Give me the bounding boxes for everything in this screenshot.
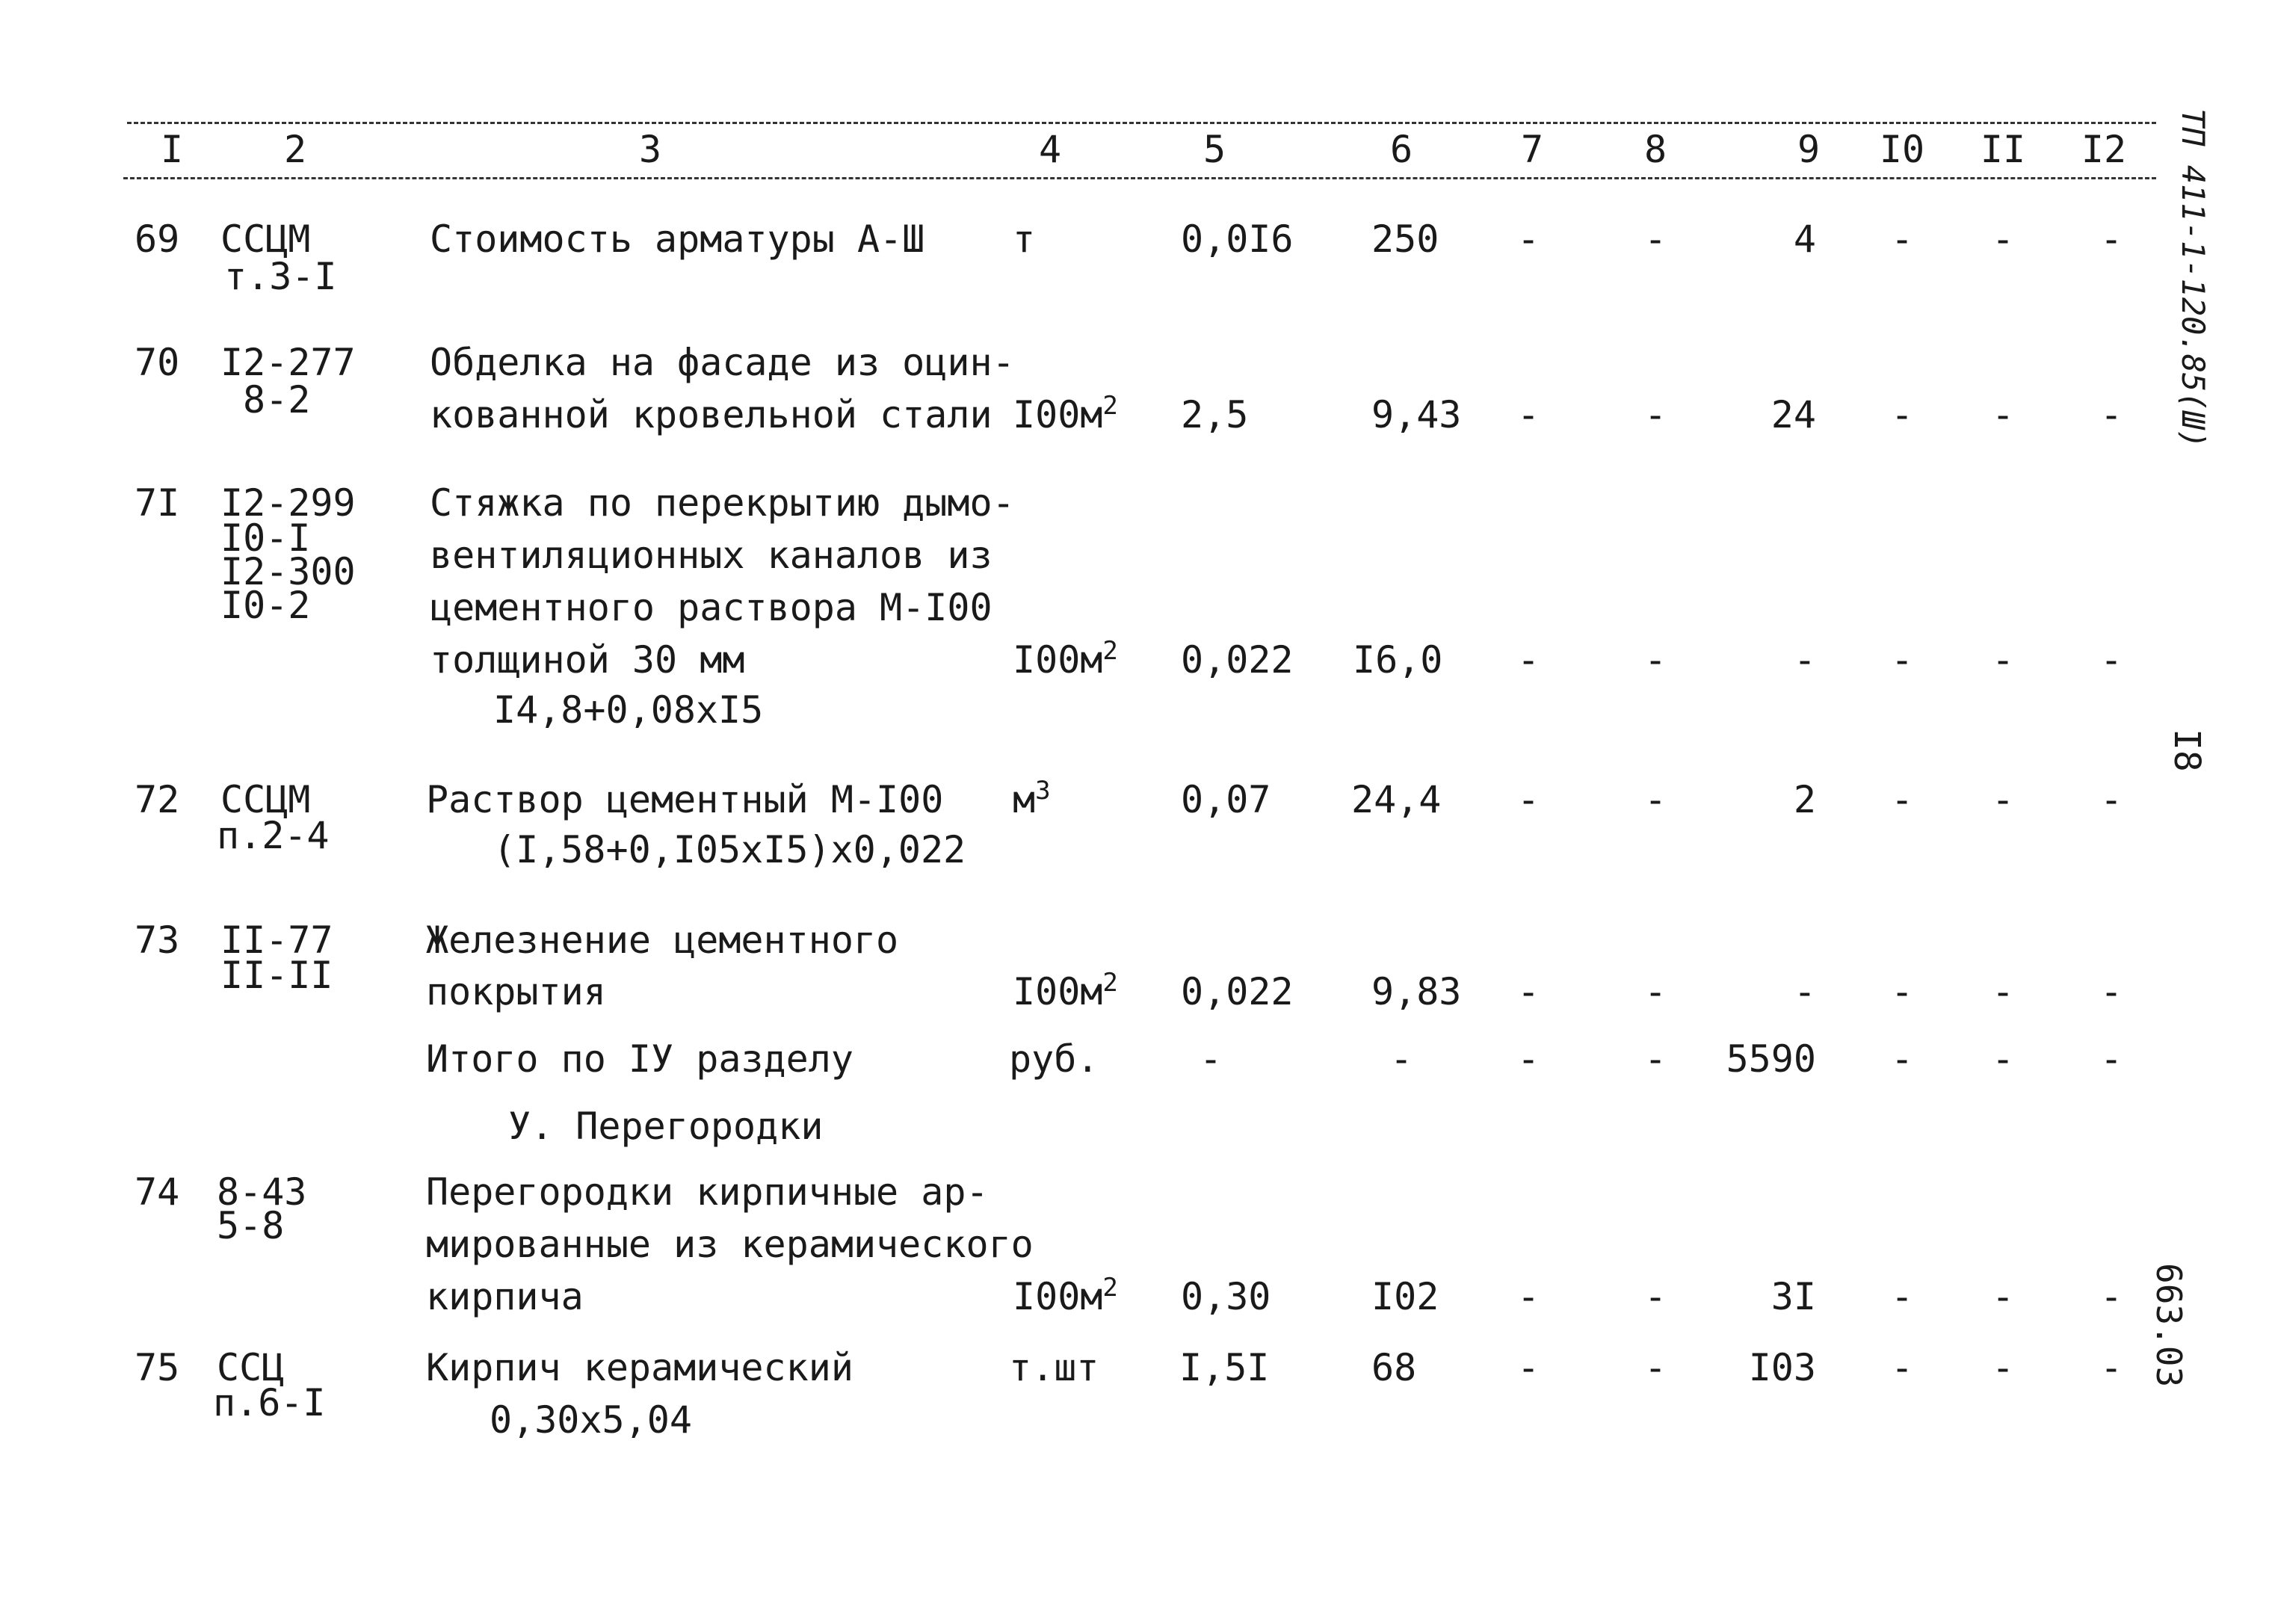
col-12-value: - <box>2099 778 2123 821</box>
col-11-value: - <box>1991 393 2015 436</box>
col-10-value: - <box>1890 638 1914 682</box>
unit-cost: I6,0 <box>1353 638 1443 682</box>
total-cost: 24 <box>1771 393 1816 436</box>
unit-text: I00м <box>1013 393 1103 436</box>
row-number: 69 <box>135 217 180 261</box>
col-12-value: - <box>2099 1037 2123 1081</box>
norm-code: I0-2 <box>220 584 311 627</box>
norm-code: 5-8 <box>217 1204 285 1247</box>
col-header-10: I0 <box>1879 128 1925 171</box>
quantity: - <box>1199 1037 1223 1081</box>
norm-code: I0-I <box>220 516 311 560</box>
quantity: 0,022 <box>1181 638 1294 682</box>
row-number: 75 <box>135 1346 180 1389</box>
quantity: 0,30 <box>1181 1275 1271 1318</box>
section-total-label: Итого по IУ разделу <box>426 1037 853 1081</box>
work-description: мированные из керамического <box>426 1223 1034 1266</box>
col-8-value: - <box>1643 778 1667 821</box>
col-7-value: - <box>1516 970 1540 1013</box>
quantity: 2,5 <box>1181 393 1249 436</box>
col-10-value: - <box>1890 393 1914 436</box>
col-10-value: - <box>1890 1275 1914 1318</box>
row-number: 7I <box>135 481 180 525</box>
row-number: 72 <box>135 778 180 821</box>
col-10-value: - <box>1890 778 1914 821</box>
col-8-value: - <box>1643 1346 1667 1389</box>
unit-exponent: 3 <box>1035 776 1051 806</box>
col-header-12: I2 <box>2081 128 2127 171</box>
norm-code: II-77 <box>220 918 333 962</box>
col-11-value: - <box>1991 1346 2015 1389</box>
col-header-6: 6 <box>1389 128 1413 171</box>
col-header-5: 5 <box>1203 128 1226 171</box>
norm-code: I2-299 <box>220 481 356 525</box>
calculation-note: 0,30х5,04 <box>490 1398 692 1442</box>
unit-cost: 24,4 <box>1351 778 1442 821</box>
unit <box>1013 776 1051 821</box>
row-number: 73 <box>135 918 180 962</box>
col-8-value: - <box>1643 217 1667 261</box>
quantity: I,5I <box>1179 1346 1270 1389</box>
col-8-value: - <box>1643 1037 1667 1081</box>
col-11-value: - <box>1991 778 2015 821</box>
norm-code: 8-2 <box>243 378 311 422</box>
col-header-3: 3 <box>638 128 662 171</box>
quantity: 0,0I6 <box>1181 217 1294 261</box>
norm-code: II-II <box>220 954 333 997</box>
col-7-value: - <box>1516 778 1540 821</box>
norm-code: п.6-I <box>213 1381 326 1424</box>
col-8-value: - <box>1643 970 1667 1013</box>
col-10-value: - <box>1890 970 1914 1013</box>
unit-cost: 9,83 <box>1371 970 1462 1013</box>
row-number: 70 <box>135 341 180 384</box>
col-11-value: - <box>1991 1037 2015 1081</box>
unit-exponent: 2 <box>1102 968 1118 998</box>
unit-exponent: 2 <box>1102 636 1118 666</box>
unit-exponent: 2 <box>1102 391 1118 421</box>
unit: руб. <box>1009 1037 1099 1081</box>
col-8-value: - <box>1643 393 1667 436</box>
calculation-note: I4,8+0,08хI5 <box>493 688 764 732</box>
work-description: Обделка на фасаде из оцин- <box>430 341 1015 384</box>
col-7-value: - <box>1516 217 1540 261</box>
page-number: I8 <box>2166 729 2208 772</box>
unit-text: м <box>1013 778 1036 821</box>
col-8-value: - <box>1643 1275 1667 1318</box>
work-description: Раствор цементный М-I00 <box>426 778 944 821</box>
unit-text: I00м <box>1013 970 1103 1013</box>
work-description: Стоимость арматуры А-Ш <box>430 217 925 261</box>
norm-code: 8-43 <box>217 1170 307 1214</box>
unit: т <box>1013 217 1036 261</box>
unit <box>1013 636 1118 682</box>
unit <box>1013 968 1118 1013</box>
col-8-value: - <box>1643 638 1667 682</box>
work-description: кованной кровельной стали <box>430 393 993 436</box>
total-cost: - <box>1793 638 1816 682</box>
unit-cost: 68 <box>1371 1346 1417 1389</box>
norm-code: I2-277 <box>220 341 356 384</box>
col-header-1: I <box>160 128 184 171</box>
work-description: толщиной 30 мм <box>430 638 745 682</box>
col-header-2: 2 <box>283 128 307 171</box>
col-11-value: - <box>1991 638 2015 682</box>
total-cost: I03 <box>1748 1346 1816 1389</box>
unit-cost: 250 <box>1371 217 1439 261</box>
col-11-value: - <box>1991 217 2015 261</box>
document-code: ТП 411-1-120.85(Ш) <box>2175 108 2211 449</box>
col-7-value: - <box>1516 1275 1540 1318</box>
col-12-value: - <box>2099 1346 2123 1389</box>
work-description: Железнение цементного <box>426 918 899 962</box>
norm-code: ССЦМ <box>220 217 311 261</box>
quantity: 0,022 <box>1181 970 1294 1013</box>
work-description: кирпича <box>426 1275 584 1318</box>
header-top-rule <box>127 122 2156 124</box>
unit-cost: 9,43 <box>1371 393 1462 436</box>
col-10-value: - <box>1890 1346 1914 1389</box>
sheet-code: 663.03 <box>2149 1263 2189 1388</box>
col-12-value: - <box>2099 393 2123 436</box>
total-cost: 2 <box>1793 778 1816 821</box>
total-cost: - <box>1793 970 1816 1013</box>
unit-cost: I02 <box>1371 1275 1439 1318</box>
col-11-value: - <box>1991 1275 2015 1318</box>
norm-code: ССЦМ <box>220 778 311 821</box>
unit <box>1013 1273 1118 1318</box>
unit: т.шт <box>1009 1346 1099 1389</box>
work-description: Кирпич керамический <box>426 1346 853 1389</box>
work-description: покрытия <box>426 970 606 1013</box>
col-10-value: - <box>1890 1037 1914 1081</box>
unit-exponent: 2 <box>1102 1273 1118 1303</box>
col-7-value: - <box>1516 393 1540 436</box>
col-header-7: 7 <box>1520 128 1544 171</box>
total-cost: 4 <box>1793 217 1816 261</box>
norm-code: п.2-4 <box>217 814 330 857</box>
norm-code: I2-300 <box>220 550 356 593</box>
unit <box>1013 391 1118 436</box>
col-7-value: - <box>1516 1346 1540 1389</box>
col-12-value: - <box>2099 638 2123 682</box>
work-description: Перегородки кирпичные ар- <box>426 1170 989 1214</box>
work-description: вентиляционных каналов из <box>430 534 993 577</box>
col-header-8: 8 <box>1643 128 1667 171</box>
norm-code: т.3-I <box>224 255 337 298</box>
col-12-value: - <box>2099 1275 2123 1318</box>
col-7-value: - <box>1516 1037 1540 1081</box>
col-10-value: - <box>1890 217 1914 261</box>
row-number: 74 <box>135 1170 180 1214</box>
quantity: 0,07 <box>1181 778 1271 821</box>
col-11-value: - <box>1991 970 2015 1013</box>
col-header-11: II <box>1980 128 2026 171</box>
col-header-9: 9 <box>1797 128 1821 171</box>
col-header-4: 4 <box>1038 128 1062 171</box>
work-description: Стяжка по перекрытию дымо- <box>430 481 1015 525</box>
calculation-note: (I,58+0,I05хI5)х0,022 <box>493 828 966 871</box>
section-heading: У. Перегородки <box>508 1105 824 1148</box>
unit-cost: - <box>1389 1037 1413 1081</box>
header-bottom-rule <box>123 177 2156 179</box>
total-cost: 5590 <box>1726 1037 1816 1081</box>
work-description: цементного раствора М-I00 <box>430 586 993 629</box>
col-7-value: - <box>1516 638 1540 682</box>
unit-text: I00м <box>1013 638 1103 682</box>
unit-text: I00м <box>1013 1275 1103 1318</box>
total-cost: 3I <box>1771 1275 1816 1318</box>
norm-code: ССЦ <box>217 1346 285 1389</box>
col-12-value: - <box>2099 217 2123 261</box>
col-12-value: - <box>2099 970 2123 1013</box>
